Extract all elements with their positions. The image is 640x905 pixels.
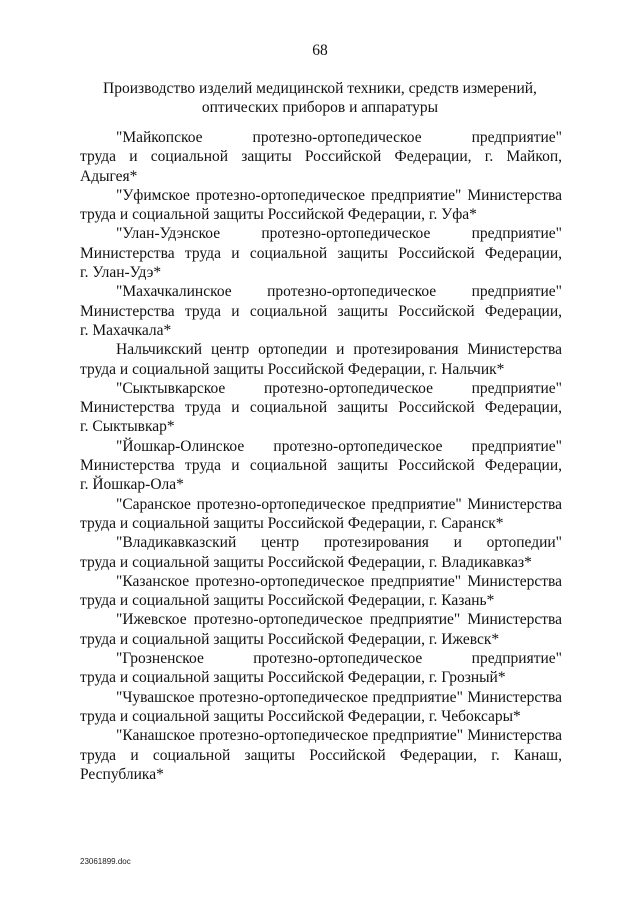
section-heading-line-1: Производство изделий медицинской техники, средств измерений, [103, 80, 537, 97]
entry-line: Нальчикский центр ортопедии и протезирования Министерства [116, 341, 562, 359]
entry-line: труда и социальной защиты Российской Федерации, г. Грозный* [80, 669, 506, 687]
entry-line: труда и социальной защиты Российской Федерации, г. Канаш, [80, 746, 562, 764]
enterprise-entry [80, 495, 562, 534]
file-name-footer: 23061899.doc [80, 857, 131, 866]
enterprise-entry [80, 340, 562, 379]
entry-line: "Улан-Удэнское протезно-ортопедическое предприятие" [116, 225, 562, 243]
entry-line: труда и социальной защиты Российской Федерации, г. Владикавказ* [80, 553, 532, 571]
enterprise-entry [80, 437, 562, 495]
entry-line: труда и социальной защиты Российской Федерации, г. Нальчик* [80, 360, 505, 378]
enterprise-entry [80, 224, 562, 282]
enterprise-entry [80, 610, 562, 649]
enterprise-entry [80, 572, 562, 611]
entry-line: Министерства труда и социальной защиты Российской Федерации, [80, 457, 562, 475]
enterprise-entry [80, 533, 562, 572]
entry-line: "Ижевское протезно-ортопедическое предприятие" Министерства [116, 611, 562, 629]
entry-line: "Чувашское протезно-ортопедическое предприятие" Министерства [116, 688, 562, 706]
entry-line: г. Йошкар-Ола* [80, 476, 184, 494]
enterprise-entry [80, 282, 562, 340]
section-heading-line-2: оптических приборов и аппаратуры [201, 99, 439, 116]
entry-line: Министерства труда и социальной защиты Российской Федерации, [80, 302, 562, 320]
entry-line: Министерства труда и социальной защиты Российской Федерации, [80, 244, 562, 262]
entry-line: труда и социальной защиты Российской Федерации, г. Саранск* [80, 514, 504, 532]
entry-line: "Майкопское протезно-ортопедическое предприятие" [116, 129, 562, 146]
entry-line: "Саранское протезно-ортопедическое предприятие" Министерства [116, 495, 562, 513]
enterprise-entry [80, 688, 562, 727]
entry-line: г. Махачкала* [80, 321, 172, 339]
enterprise-entry [80, 379, 562, 437]
entry-line: "Махачкалинское протезно-ортопедическое предприятие" [116, 283, 562, 301]
enterprise-list [80, 128, 562, 784]
enterprise-entry [80, 128, 562, 186]
entry-line: "Казанское протезно-ортопедическое предприятие" Министерства [116, 572, 562, 590]
entry-line: "Сыктывкарское протезно-ортопедическое предприятие" [116, 379, 562, 397]
entry-line: "Йошкар-Олинское протезно-ортопедическое предприятие" [116, 437, 562, 455]
entry-line: Адыгея* [80, 167, 138, 185]
entry-line: "Владикавказский центр протезирования и ортопедии" [116, 534, 562, 552]
entry-line: Министерства труда и социальной защиты Российской Федерации, [80, 399, 562, 417]
entry-line: "Канашское протезно-ортопедическое предприятие" Министерства [116, 727, 562, 745]
enterprise-entry [80, 726, 562, 784]
section-heading [60, 79, 580, 117]
entry-line: "Грозненское протезно-ортопедическое предприятие" [116, 650, 562, 668]
entry-line: г. Улан-Удэ* [80, 264, 162, 282]
entry-line: Республика* [80, 765, 164, 783]
entry-line: труда и социальной защиты Российской Федерации, г. Чебоксары* [80, 707, 521, 725]
entry-line: труда и социальной защиты Российской Федерации, г. Уфа* [80, 206, 477, 224]
entry-line: труда и социальной защиты Российской Федерации, г. Ижевск* [80, 630, 500, 648]
page-number: 68 [312, 42, 328, 59]
entry-line: труда и социальной защиты Российской Федерации, г. Казань* [80, 592, 495, 610]
entry-line: "Уфимское протезно-ортопедическое предприятие" Министерства [116, 186, 562, 204]
entry-line: труда и социальной защиты Российской Федерации, г. Майкоп, [80, 148, 562, 166]
enterprise-entry [80, 649, 562, 688]
entry-line: г. Сыктывкар* [80, 418, 175, 436]
enterprise-entry [80, 186, 562, 225]
